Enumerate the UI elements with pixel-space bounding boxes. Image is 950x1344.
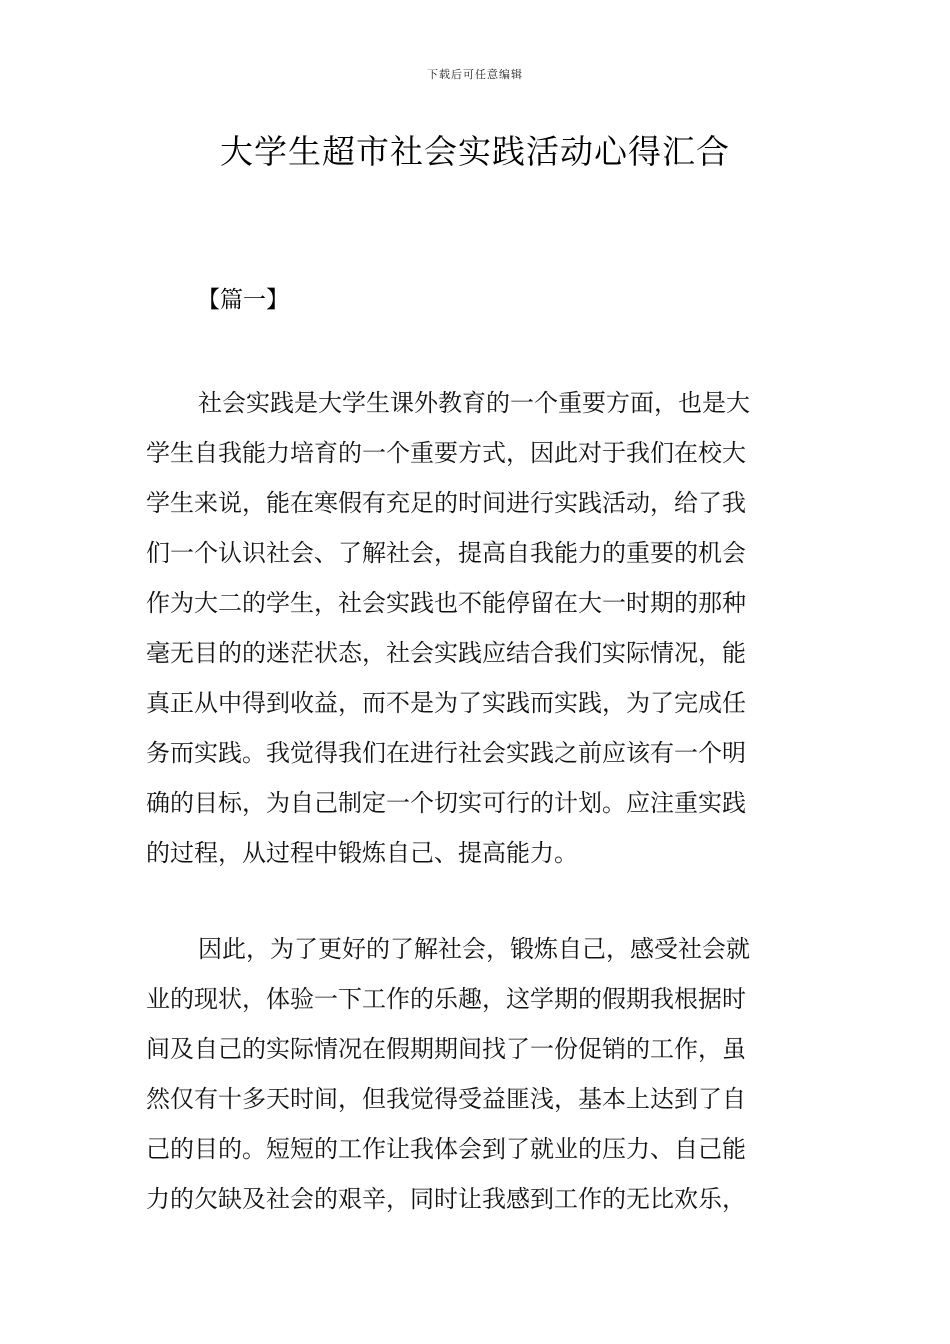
- paragraph-line: 务而实践。我觉得我们在进行社会实践之前应该有一个明: [146, 739, 746, 767]
- header-note: 下载后可任意编辑: [427, 68, 523, 81]
- paragraph-line: 然仅有十多天时间，但我觉得受益匪浅，基本上达到了自: [146, 1085, 746, 1113]
- paragraph-line: 力的欠缺及社会的艰辛，同时让我感到工作的无比欢乐，: [146, 1185, 746, 1213]
- paragraph-line: 学生来说，能在寒假有充足的时间进行实践活动，给了我: [146, 489, 746, 517]
- paragraph: [146, 924, 811, 1224]
- paragraph-line: 的过程，从过程中锻炼自己、提高能力。: [146, 839, 578, 867]
- paragraph-line: 确的目标，为自己制定一个切实可行的计划。应注重实践: [146, 789, 746, 817]
- document-title: 大学生超市社会实践活动心得汇合: [220, 132, 730, 171]
- paragraph-line: 间及自己的实际情况在假期期间找了一份促销的工作，虽: [146, 1035, 746, 1063]
- paragraph-line: 社会实践是大学生课外教育的一个重要方面，也是大: [198, 389, 750, 417]
- section-heading: 【篇一】: [197, 287, 289, 313]
- paragraph-line: 己的目的。短短的工作让我体会到了就业的压力、自己能: [146, 1135, 746, 1163]
- paragraph-line: 毫无目的的迷茫状态，社会实践应结合我们实际情况，能: [146, 639, 746, 667]
- paragraph: [146, 378, 811, 878]
- paragraph-line: 因此，为了更好的了解社会，锻炼自己，感受社会就: [198, 935, 750, 963]
- paragraph-line: 学生自我能力培育的一个重要方式，因此对于我们在校大: [146, 439, 746, 467]
- paragraph-line: 们一个认识社会、了解社会，提高自我能力的重要的机会: [146, 539, 746, 567]
- paragraph-line: 业的现状，体验一下工作的乐趣，这学期的假期我根据时: [146, 985, 746, 1013]
- paragraph-line: 作为大二的学生，社会实践也不能停留在大一时期的那种: [146, 589, 746, 617]
- paragraph-line: 真正从中得到收益，而不是为了实践而实践，为了完成任: [146, 689, 746, 717]
